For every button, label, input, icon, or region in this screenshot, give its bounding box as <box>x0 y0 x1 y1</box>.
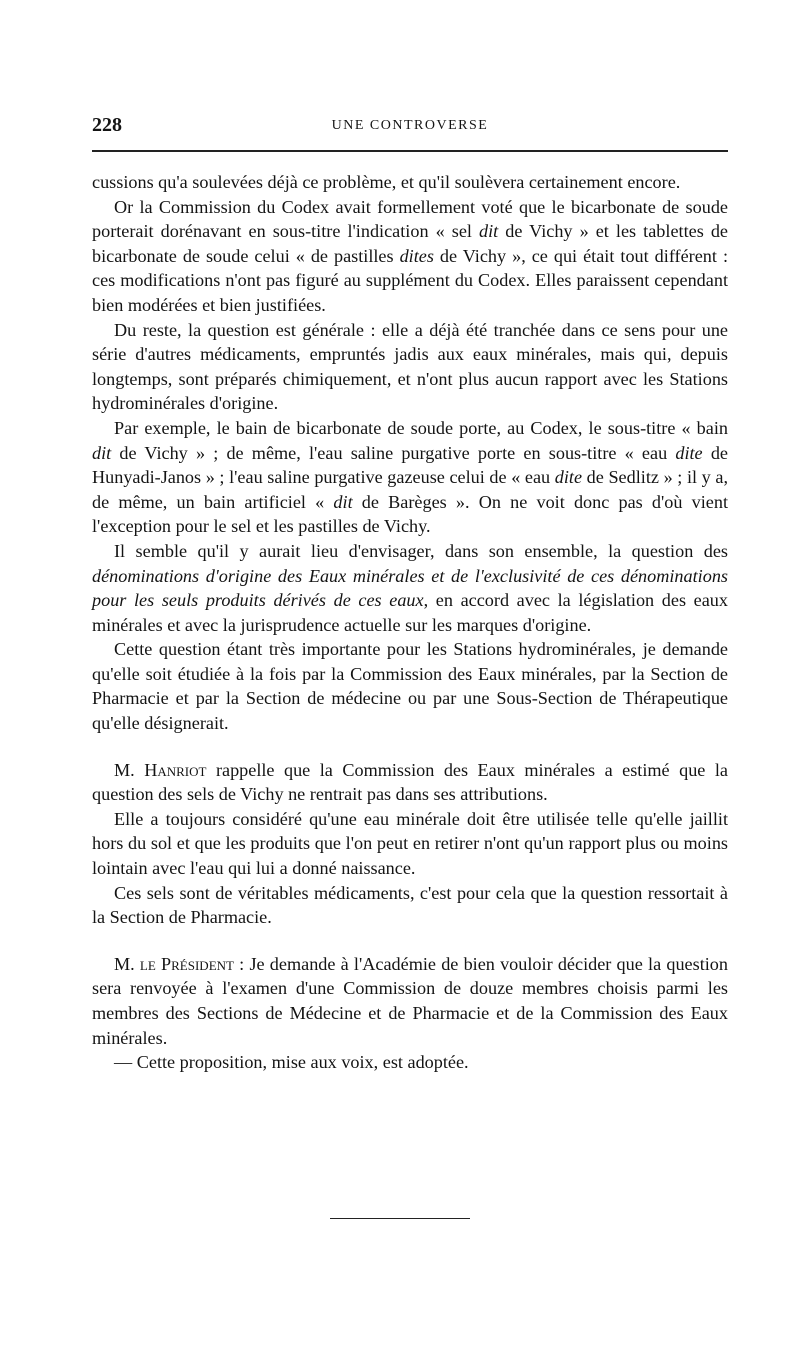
header-rule <box>92 150 728 152</box>
italic-run: dite <box>675 442 703 463</box>
paragraph-denominations <box>92 539 728 637</box>
text-run: de Sedlitz » ; il y a, de même, un bain artificiel « <box>92 467 728 512</box>
paragraph-president <box>92 952 728 1050</box>
text-run: de Barèges ». On ne voit donc pas d'où vient l'exception pour le sel et les pastilles de Vichy. <box>92 491 729 537</box>
italic-run: dit <box>92 442 112 463</box>
speaker-name: M. Hanriot <box>114 759 207 780</box>
text-run: Or la Commission du Codex avait formellement voté que le bicarbonate de soude porterait dorénavant en sous-titre l'indication « sel <box>92 196 728 242</box>
italic-run: dénominations d'origine des Eaux minérales et de l'exclusivité de ces dénominations pour les seuls produits dérivés de ces eaux <box>92 565 728 611</box>
paragraph-adopted <box>92 1050 728 1075</box>
text-run: de Hunyadi-Janos » ; l'eau saline purgative gazeuse celui de « eau <box>92 442 728 488</box>
paragraph-request <box>92 637 728 735</box>
running-title: UNE CONTROVERSE <box>331 118 489 133</box>
text-run: Par exemple, le bain de bicarbonate de soude porte, au Codex, le sous-titre « bain <box>114 417 728 438</box>
paragraph-mineral-water <box>92 807 728 881</box>
page-header <box>92 112 728 138</box>
paragraph-general-question <box>92 318 728 416</box>
paragraph-text: — Cette proposition, mise aux voix, est adoptée. <box>114 1052 469 1073</box>
text-run: , en accord avec la législation des eaux minérales et avec la jurisprudence actuelle sur les marques d'origine. <box>92 590 728 635</box>
page-number: 228 <box>92 114 122 136</box>
paragraph-text: Cette question étant très importante pour les Stations hydrominérales, je demande qu'elle soit étudiée à la fois par la Commission des Eaux minérales, par la Section de Pharmacie et par la Section de médecine ou par une Sous-Section de Thérapeutique qu'elle désignerait. <box>92 639 728 734</box>
paragraph-text: Elle a toujours considéré qu'une eau minérale doit être utilisée telle qu'elle jaillit hors du sol et que les produits que l'on peut en retirer n'ont qu'un rapport plus ou moins lointain avec l'eau qui lui a donné naissance. <box>92 808 728 879</box>
italic-run: dite <box>554 467 583 488</box>
paragraph-text: cussions qu'a soulevées déjà ce problème, et qu'il soulèvera certainement encore. <box>92 172 681 192</box>
page-body <box>92 170 728 1075</box>
text-run: Je demande à l'Académie de bien vouloir décider que la question sera renvoyée à l'examen d'une Commission de douze membres choisis parmi les membres des Sections de Médecine et de Pharmacie et de la Commission des Eaux minérales. <box>92 953 728 1048</box>
paragraph-codex-commission <box>92 195 728 318</box>
speaker-name: M. le Président : <box>114 953 245 974</box>
italic-run: dit <box>479 221 499 242</box>
text-run: de Vichy » et les tablettes de bicarbonate de soude celui « de pastilles <box>92 221 728 266</box>
italic-run: dites <box>399 245 434 266</box>
paragraph-text: Ces sels sont de véritables médicaments, c'est pour cela que la question ressortait à la Section de Pharmacie. <box>92 882 728 928</box>
paragraph-hanriot <box>92 758 728 807</box>
text-run: Il semble qu'il y aurait lieu d'envisager, dans son ensemble, la question des <box>114 540 728 561</box>
paragraph-text: Du reste, la question est générale : elle a déjà été tranchée dans ce sens pour une série d'autres médicaments, empruntés jadis aux eaux minérales, mais qui, depuis longtemps, sont préparés chimiquement, et n'ont plus aucun rapport avec les Stations hydrominérales d'origine. <box>92 319 728 414</box>
italic-run: dit <box>333 491 353 512</box>
paragraph-continuation <box>92 170 728 195</box>
section-end-rule <box>330 1218 470 1219</box>
text-run: de Vichy », ce qui était tout différent : ces modifications n'ont pas figuré au supplément du Codex. Elles paraissent cependant bien modérées et bien justifiées. <box>92 245 728 315</box>
text-run: rappelle que la Commission des Eaux minérales a estimé que la question des sels de Vichy ne rentrait pas dans ses attributions. <box>92 759 728 805</box>
text-run: de Vichy » ; de même, l'eau saline purgative porte en sous-titre « eau <box>111 442 676 463</box>
paragraph-examples <box>92 416 728 539</box>
paragraph-medications <box>92 881 728 930</box>
